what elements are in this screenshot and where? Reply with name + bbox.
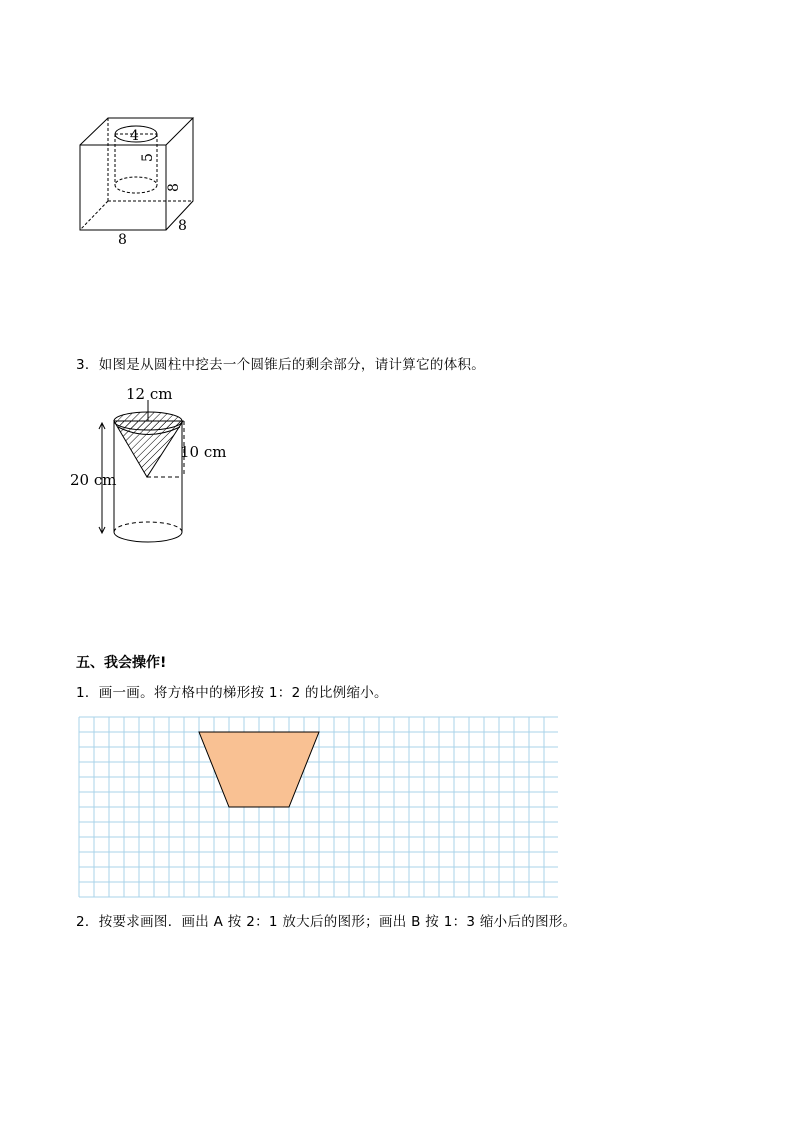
label-20cm: 20 cm <box>70 471 117 489</box>
label-12cm: 12 cm <box>126 385 173 403</box>
cylinder-bottom-back <box>114 522 182 532</box>
question-3-text: 3．如图是从圆柱中挖去一个圆锥后的剩余部分，请计算它的体积。 <box>76 357 486 373</box>
hole-bottom-ellipse <box>115 177 157 193</box>
label-10cm: 10 cm <box>180 443 227 461</box>
label-width-8: 8 <box>178 218 187 234</box>
cylinder-bottom-front <box>114 532 182 542</box>
cube-right-face <box>166 118 193 230</box>
section-5-question-1: 1．画一画。将方格中的梯形按 1：2 的比例缩小。 <box>76 685 388 701</box>
label-length-8: 8 <box>118 232 127 248</box>
trapezoid <box>199 732 319 807</box>
square-grid <box>78 716 558 898</box>
cylinder-cone-figure <box>66 380 236 550</box>
section-5-title: 五、我会操作! <box>76 655 167 671</box>
label-height-8: 8 <box>166 183 182 192</box>
cube-with-hole-figure <box>70 110 210 250</box>
section-5-question-2: 2．按要求画图．画出 A 按 2：1 放大后的图形；画出 B 按 1：3 缩小后的图形。 <box>76 914 577 930</box>
label-depth-5: 5 <box>140 153 156 162</box>
label-diameter-4: 4 <box>130 128 139 144</box>
